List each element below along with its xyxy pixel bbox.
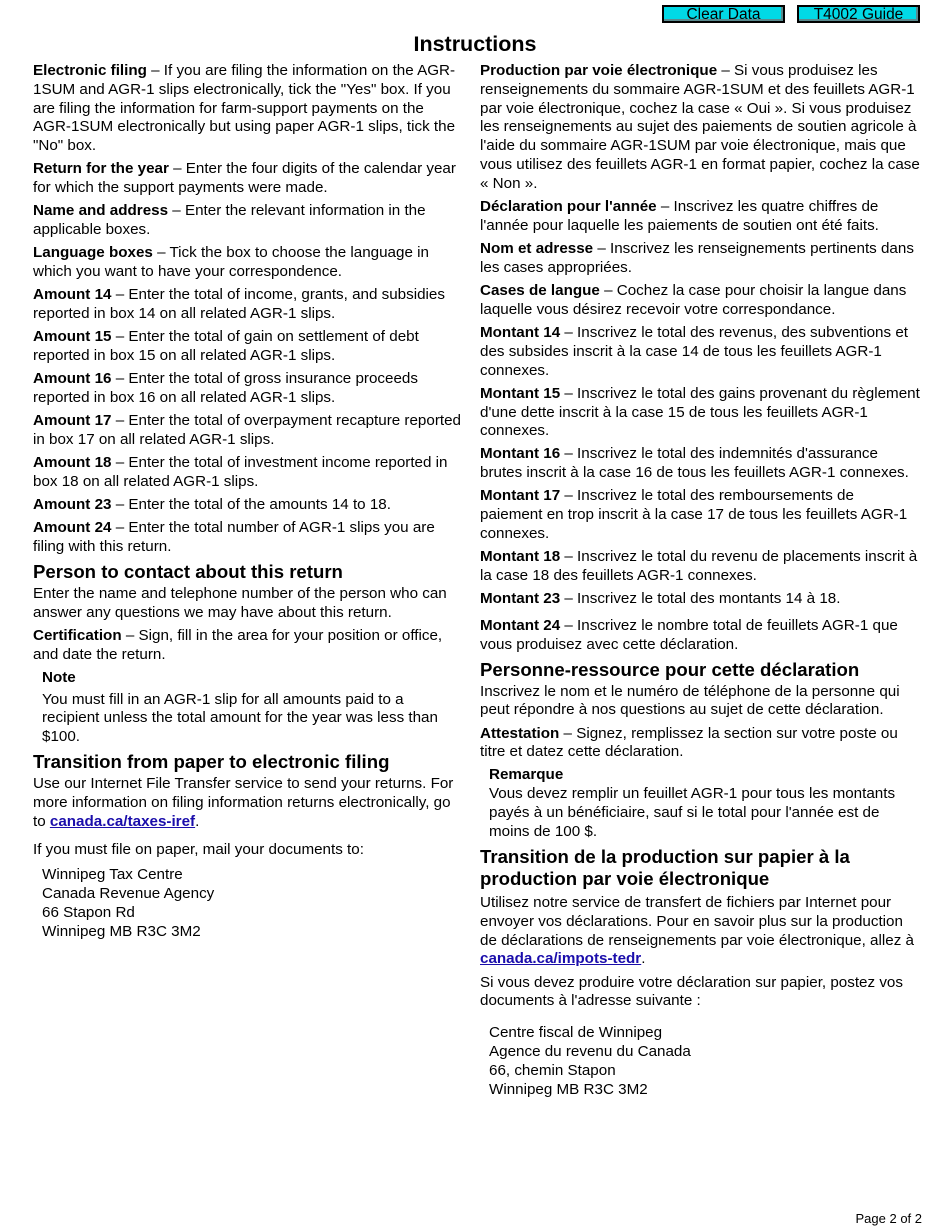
note-heading-fr: Remarque [489, 766, 564, 784]
language-boxes-paragraph: Language boxes – Tick the box to choose the language in which you want to have your correspondence. [33, 244, 429, 281]
amount-24-paragraph-fr: Montant 24 – Inscrivez le nombre total de feuillets AGR-1 que vous produisez avec cette déclaration. [480, 617, 898, 653]
french-column [480, 62, 920, 1099]
certification-paragraph: Certification – Sign, fill in the area for your position or office, and date the return. [33, 626, 443, 663]
address-line: Winnipeg MB R3C 3M2 [42, 922, 201, 940]
transition-heading: Transition from paper to electronic filing [33, 751, 390, 773]
amount-17-paragraph-fr: Montant 17 – Inscrivez le total des remboursements de paiement en trop inscrit à la case 17 de tous les feuillets AGR-1 connexes. [480, 487, 908, 543]
taxes-iref-link[interactable]: canada.ca/taxes-iref [49, 812, 196, 830]
note-text: You must fill in an AGR-1 slip for all amounts paid to a recipient unless the total amount for the year was less than $100. [42, 690, 438, 746]
address-line: 66, chemin Stapon [489, 1062, 616, 1080]
page-title: Instructions [413, 32, 537, 56]
contact-heading-fr: Personne-ressource pour cette déclaration [480, 659, 860, 681]
return-year-paragraph: Return for the year – Enter the four digits of the calendar year for which the support payments were made. [33, 160, 456, 197]
amount-24-paragraph: Amount 24 – Enter the total number of AGR-1 slips you are filing with this return. [33, 519, 435, 556]
address-line: 66 Stapon Rd [42, 903, 135, 921]
transition-paragraph: Use our Internet File Transfer service to send your returns. For more information on filing information returns electronically, go to canada.ca/taxes-iref. [33, 774, 454, 830]
mail-paragraph: If you must file on paper, mail your documents to: [33, 841, 364, 859]
contact-paragraph: Enter the name and telephone number of the person who can answer any questions we may have about this return. [33, 584, 447, 621]
name-address-paragraph-fr: Nom et adresse – Inscrivez les renseignements pertinents dans les cases appropriées. [480, 239, 914, 276]
t4002-guide-button[interactable]: T4002 Guide [797, 5, 920, 23]
note-heading: Note [42, 668, 76, 686]
mail-paragraph-fr: Si vous devez produire votre déclaration sur papier, postez vos documents à l'adresse suivante : [480, 973, 903, 1010]
amount-23-paragraph-fr: Montant 23 – Inscrivez le total des montants 14 à 18. [480, 590, 841, 608]
term: Electronic filing [33, 62, 147, 79]
amount-15-paragraph: Amount 15 – Enter the total of gain on settlement of debt reported in box 15 on all related AGR-1 slips. [33, 328, 419, 365]
amount-18-paragraph-fr: Montant 18 – Inscrivez le total du revenu de placements inscrit à la case 18 des feuillets AGR-1 connexes. [480, 548, 918, 585]
name-address-paragraph: Name and address – Enter the relevant information in the applicable boxes. [33, 202, 426, 239]
note-box-fr [489, 766, 920, 841]
electronic-filing-paragraph-fr: Production par voie électronique – Si vous produisez les renseignements du sommaire AGR-1SUM et des feuillets AGR-1 par voie électronique, cochez la case « Oui ». Si vous produisez les renseignements au sujet des paiements de soutien agricole à l'aide du sommaire AGR-1SUM par voie électronique, mais que vous utilisez des feuillets AGR-1 en format papier, cochez la case « Non ». [480, 62, 920, 192]
address-line: Canada Revenue Agency [42, 884, 215, 902]
amount-16-paragraph: Amount 16 – Enter the total of gross insurance proceeds reported in box 16 on all related AGR-1 slips. [33, 370, 418, 407]
impots-tedr-link[interactable]: canada.ca/impots-tedr [480, 950, 642, 968]
amount-14-paragraph: Amount 14 – Enter the total of income, grants, and subsidies reported in box 14 on all related AGR-1 slips. [33, 286, 445, 323]
transition-paragraph-fr: Utilisez notre service de transfert de fichiers par Internet pour envoyer vos déclarations. Pour en savoir plus sur la production de déclarations de renseignements par voie électronique, allez à canada.ca/impots-tedr. [480, 894, 914, 968]
return-year-paragraph-fr: Déclaration pour l'année – Inscrivez les quatre chiffres de l'année pour laquelle les paiements de soutien ont été faits. [480, 197, 879, 234]
address-line: Winnipeg MB R3C 3M2 [489, 1081, 648, 1099]
language-boxes-paragraph-fr: Cases de langue – Cochez la case pour choisir la langue dans laquelle vous désirez recevoir votre correspondance. [480, 281, 907, 318]
certification-paragraph-fr: Attestation – Signez, remplissez la section sur votre poste ou titre et datez cette déclaration. [480, 724, 898, 761]
amount-17-paragraph: Amount 17 – Enter the total of overpayment recapture reported in box 17 on all related AGR-1 slips. [33, 412, 461, 449]
amount-18-paragraph: Amount 18 – Enter the total of investment income reported in box 18 on all related AGR-1 slips. [33, 454, 448, 491]
note-box [42, 669, 461, 747]
contact-heading: Person to contact about this return [33, 561, 343, 583]
amount-16-paragraph-fr: Montant 16 – Inscrivez le total des indemnités d'assurance brutes inscrit à la case 16 de tous les feuillets AGR-1 connexes. [480, 445, 909, 482]
address-line: Winnipeg Tax Centre [42, 865, 183, 883]
amount-23-paragraph: Amount 23 – Enter the total of the amounts 14 to 18. [33, 496, 391, 514]
amount-14-paragraph-fr: Montant 14 – Inscrivez le total des revenus, des subventions et des subsides inscrit à la case 14 de tous les feuillets AGR-1 connexes. [480, 323, 908, 379]
note-text-fr: Vous devez remplir un feuillet AGR-1 pour tous les montants payés à un bénéficiaire, sauf si le total pour l'année est de moins de 100 $. [489, 785, 896, 840]
address-line: Centre fiscal de Winnipeg [489, 1024, 663, 1042]
mailing-address [42, 865, 461, 941]
clear-data-button[interactable]: Clear Data [662, 5, 785, 23]
mailing-address-fr [489, 1023, 920, 1099]
contact-paragraph-fr: Inscrivez le nom et le numéro de téléphone de la personne qui peut répondre à nos questions au sujet de cette déclaration. [480, 682, 900, 719]
electronic-filing-paragraph: Electronic filing – If you are filing the information on the AGR-1SUM and AGR-1 slips electronically, tick the "Yes" box. If you are filing the information for farm-support payments on the AGR-1SUM electronically but using paper AGR-1 slips, tick the "No" box. [33, 62, 456, 155]
page-number: Page 2 of 2 [855, 1211, 922, 1226]
address-line: Agence du revenu du Canada [489, 1043, 691, 1061]
transition-heading-fr: Transition de la production sur papier à la production par voie électronique [480, 846, 850, 889]
amount-15-paragraph-fr: Montant 15 – Inscrivez le total des gains provenant du règlement d'une dette inscrit à la case 15 de tous les feuillets AGR-1 connexes. [480, 384, 920, 440]
english-column [33, 62, 461, 941]
